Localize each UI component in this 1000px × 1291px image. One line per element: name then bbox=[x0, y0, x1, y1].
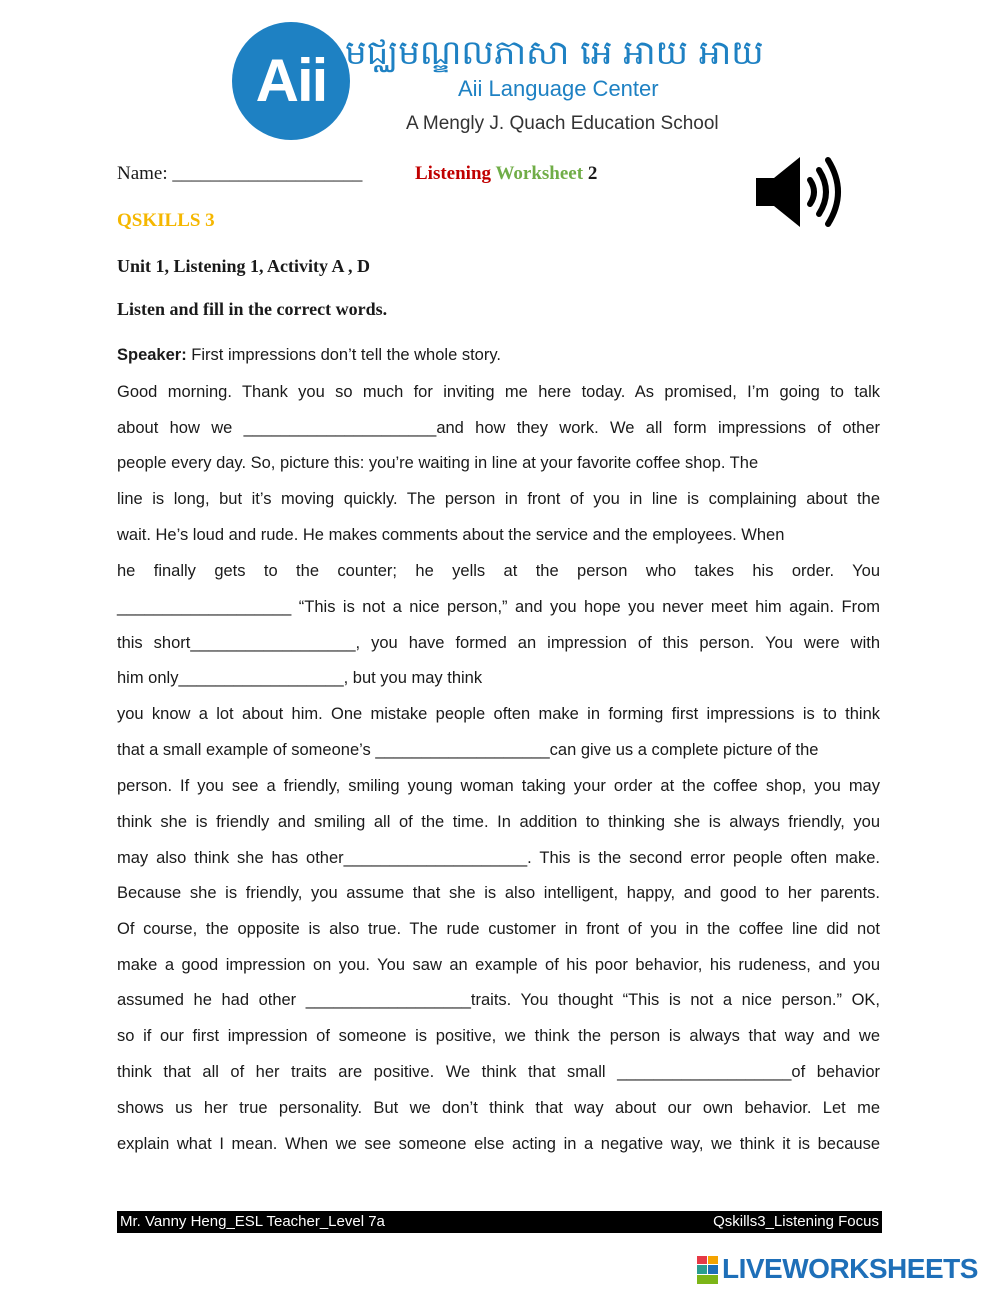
body-line: people every day. So, picture this: you’re waiting in line at your favorite coffee shop. The bbox=[117, 454, 759, 472]
body-line: line is long, but it’s moving quickly. The person in front of you in line is complaining about the bbox=[117, 490, 880, 508]
worksheet-title bbox=[415, 163, 597, 185]
book-title: QSKILLS 3 bbox=[117, 210, 215, 231]
liveworksheets-watermark: LIVEWORKSHEETS bbox=[722, 1253, 978, 1284]
body-line: may also think she has other____________________. This is the second error people often make. bbox=[117, 849, 880, 867]
body-line: that a small example of someone’s ___________________can give us a complete picture of the bbox=[117, 741, 819, 759]
body-line: make a good impression on you. You saw an example of his poor behavior, his rudeness, and you bbox=[117, 956, 880, 974]
name-field-label: Name: ____________________ bbox=[117, 163, 363, 184]
body-line: him only__________________, but you may think bbox=[117, 669, 483, 687]
aii-logo: Aii bbox=[232, 22, 350, 140]
body-line: Good morning. Thank you so much for inviting me here today. As promised, I’m going to talk bbox=[117, 383, 880, 401]
worksheet-title-word1: Listening bbox=[415, 163, 492, 184]
center-name: Aii Language Center bbox=[458, 76, 659, 101]
body-line: ___________________ “This is not a nice person,” and you hope you never meet him again. From bbox=[117, 598, 880, 616]
worksheet-title-number: 2 bbox=[587, 163, 598, 184]
body-line: shows us her true personality. But we don’t think that way about our own behavior. Let me bbox=[117, 1099, 880, 1117]
worksheet-title-word2: Worksheet bbox=[495, 163, 584, 184]
body-line: think that all of her traits are positive. We think that small ___________________of behavior bbox=[117, 1063, 880, 1081]
footer-teacher: Mr. Vanny Heng_ESL Teacher_Level 7a bbox=[120, 1213, 385, 1230]
audio-speaker-icon[interactable] bbox=[752, 152, 846, 232]
body-line: explain what I mean. When we see someone else acting in a negative way, we think it is because bbox=[117, 1135, 880, 1153]
body-line: think she is friendly and smiling all of the time. In addition to thinking she is always friendly, you bbox=[117, 813, 880, 831]
body-line: Of course, the opposite is also true. The rude customer in front of you in the coffee line did not bbox=[117, 920, 880, 938]
body-line: assumed he had other __________________traits. You thought “This is not a nice person.” OK, bbox=[117, 991, 880, 1009]
body-line: you know a lot about him. One mistake people often make in forming first impressions is to think bbox=[117, 705, 880, 723]
instruction: Listen and fill in the correct words. bbox=[117, 299, 388, 319]
liveworksheets-logo-icon bbox=[697, 1256, 719, 1284]
body-line: this short__________________, you have formed an impression of this person. You were with bbox=[117, 634, 880, 652]
body-line: so if our first impression of someone is positive, we think the person is always that way and we bbox=[117, 1027, 880, 1045]
khmer-school-name: មជ្ឈមណ្ឌលភាសា អេ អាយ អាយ bbox=[345, 33, 764, 73]
body-line: he finally gets to the counter; he yells at the person who takes his order. You bbox=[117, 562, 880, 580]
body-line: wait. He’s loud and rude. He makes comments about the service and the employees. When bbox=[117, 526, 785, 544]
speaker-line bbox=[117, 344, 880, 366]
speaker-label: Speaker: bbox=[117, 346, 187, 364]
footer-course: Qskills3_Listening Focus bbox=[713, 1213, 879, 1230]
school-name: A Mengly J. Quach Education School bbox=[406, 113, 719, 134]
speaker-text: First impressions don’t tell the whole story. bbox=[186, 346, 501, 364]
body-line: Because she is friendly, you assume that she is also intelligent, happy, and good to her parents. bbox=[117, 884, 880, 902]
body-line: person. If you see a friendly, smiling young woman taking your order at the coffee shop, you may bbox=[117, 777, 880, 795]
unit-heading: Unit 1, Listening 1, Activity A , D bbox=[117, 256, 371, 276]
body-line: about how we _____________________and how they work. We all form impressions of other bbox=[117, 419, 880, 437]
